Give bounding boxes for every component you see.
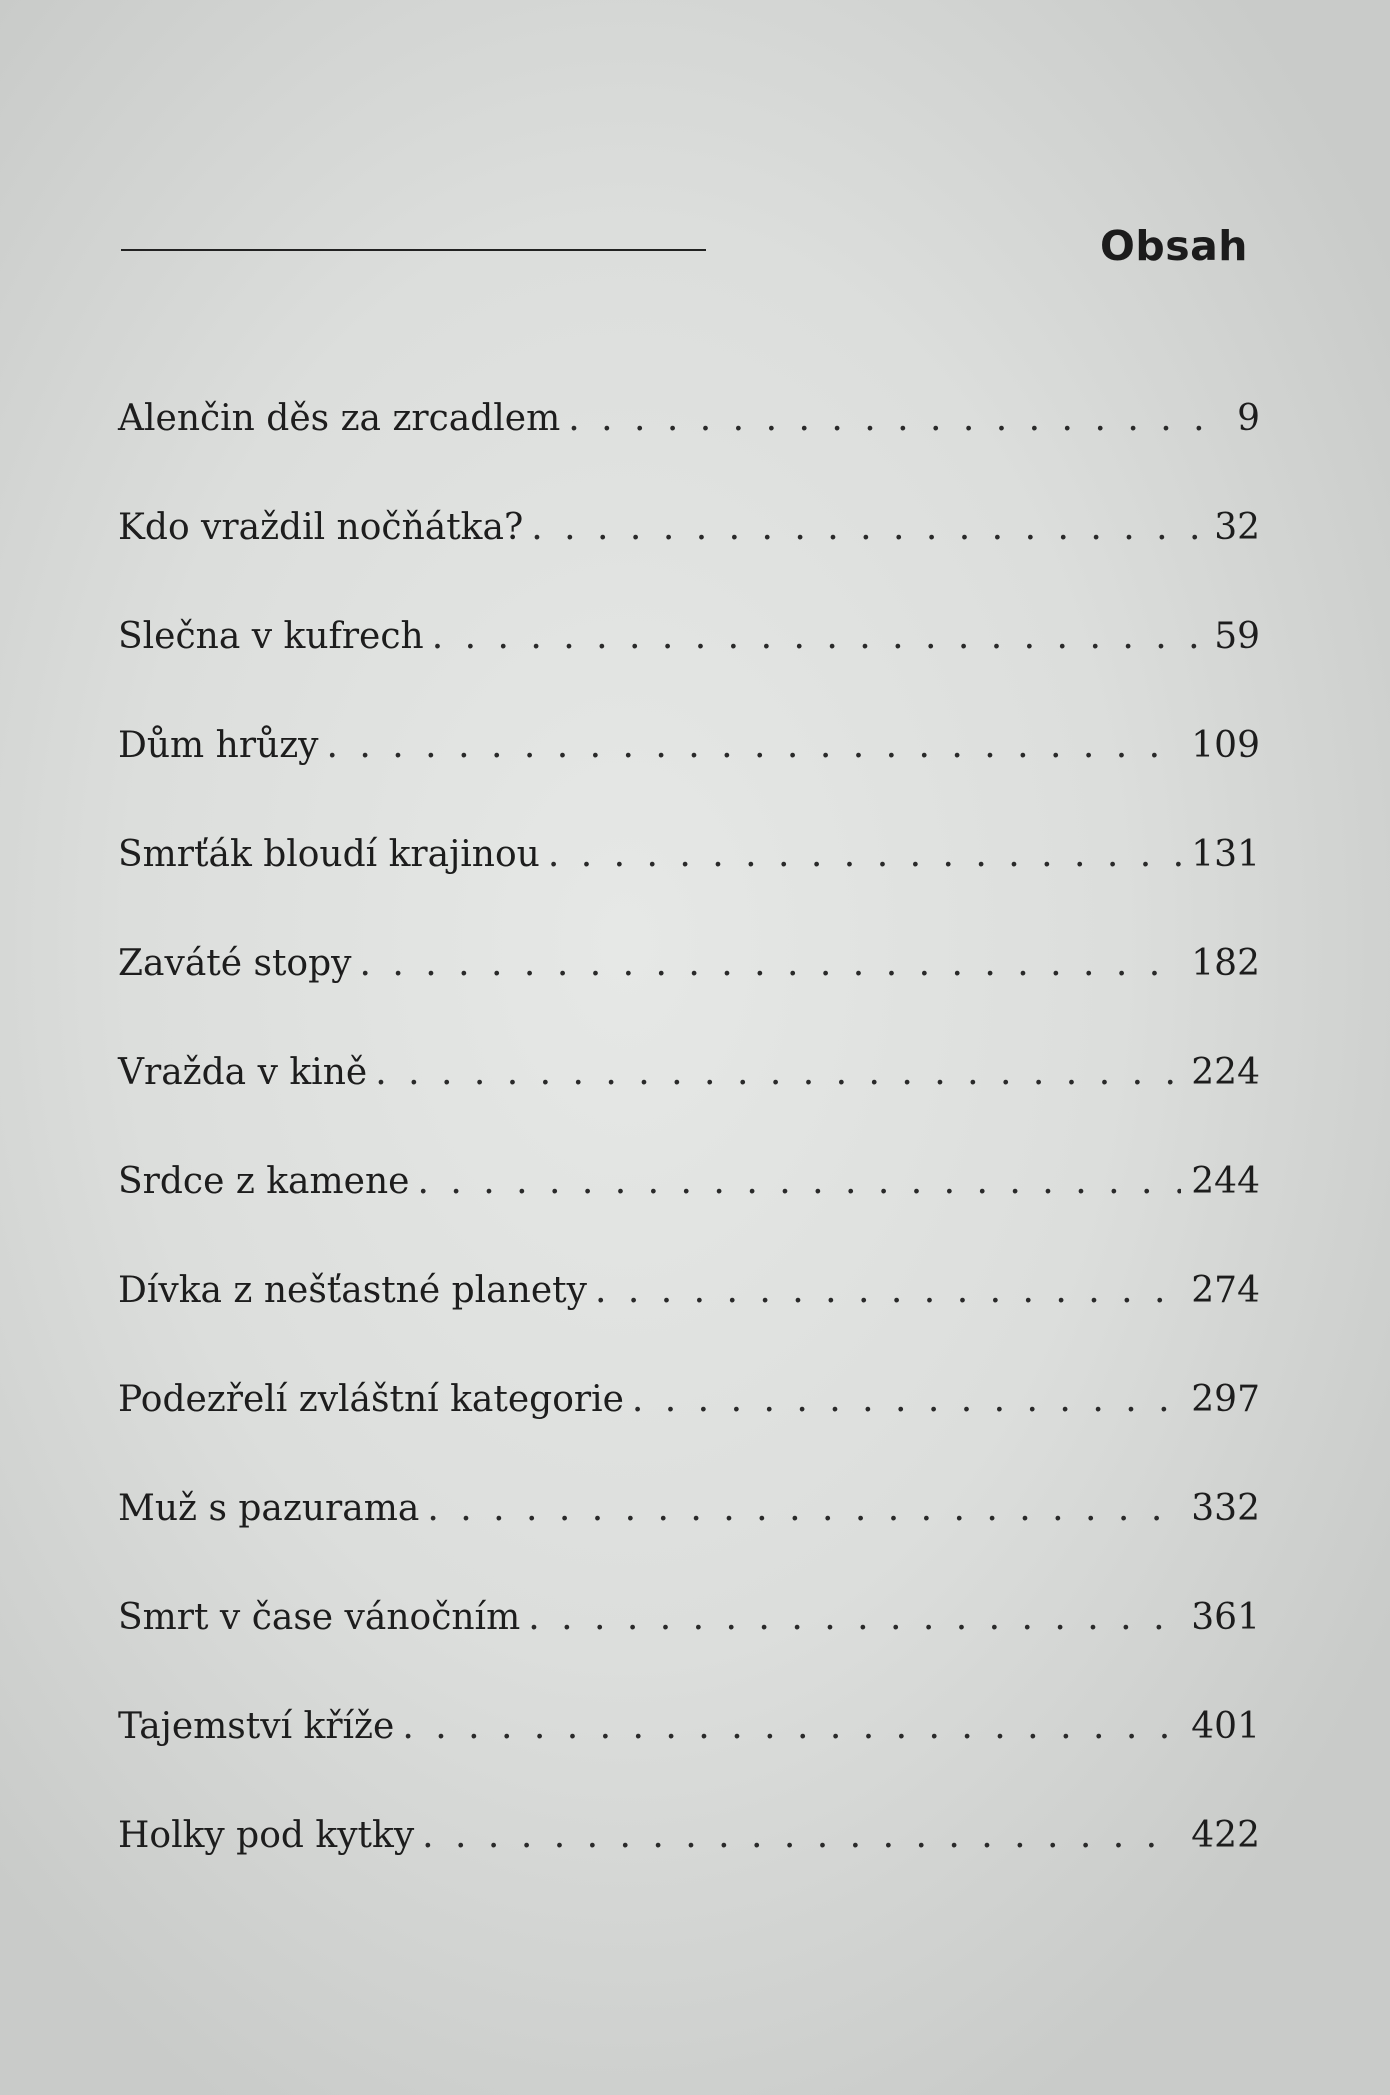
- table-of-contents: [118, 398, 1260, 1924]
- toc-dot-leader: [375, 1052, 1181, 1093]
- toc-entry: [118, 1706, 1260, 1815]
- toc-entry-title: Vražda v kině: [118, 1052, 368, 1093]
- toc-entry: [118, 1815, 1260, 1924]
- toc-entry-title: Holky pod kytky: [118, 1815, 415, 1856]
- toc-dot-leader: [417, 1161, 1181, 1202]
- toc-entry-page: 361: [1191, 1597, 1260, 1638]
- toc-dot-leader: [427, 1488, 1181, 1529]
- toc-entry-title: Slečna v kufrech: [118, 616, 424, 657]
- toc-dot-leader: [327, 725, 1182, 766]
- toc-entry: [118, 1597, 1260, 1706]
- toc-entry: [118, 398, 1260, 507]
- toc-entry: [118, 616, 1260, 725]
- toc-entry-page: 224: [1191, 1052, 1260, 1093]
- toc-dot-leader: [632, 1379, 1181, 1420]
- toc-entry-page: 182: [1191, 943, 1260, 984]
- toc-entry-title: Zaváté stopy: [118, 943, 352, 984]
- toc-dot-leader: [568, 398, 1227, 439]
- toc-entry-page: 59: [1214, 616, 1260, 657]
- toc-entry-page: 274: [1191, 1270, 1260, 1311]
- toc-entry-page: 332: [1191, 1488, 1260, 1529]
- toc-entry-title: Podezřelí zvláštní kategorie: [118, 1379, 624, 1420]
- toc-entry: [118, 1270, 1260, 1379]
- toc-entry-page: 109: [1191, 725, 1260, 766]
- toc-entry-title: Alenčin děs za zrcadlem: [118, 398, 561, 439]
- toc-entry-page: 131: [1191, 834, 1260, 875]
- toc-entry: [118, 725, 1260, 834]
- toc-dot-leader: [422, 1815, 1181, 1856]
- toc-dot-leader: [531, 507, 1204, 548]
- toc-entry-title: Dům hrůzy: [118, 725, 319, 766]
- toc-entry: [118, 1161, 1260, 1270]
- toc-dot-leader: [432, 616, 1204, 657]
- toc-entry: [118, 1379, 1260, 1488]
- toc-dot-leader: [402, 1706, 1181, 1747]
- toc-entry-page: 9: [1237, 398, 1260, 439]
- toc-entry: [118, 943, 1260, 1052]
- toc-entry-page: 32: [1214, 507, 1260, 548]
- toc-entry-page: 401: [1191, 1706, 1260, 1747]
- toc-entry-title: Muž s pazurama: [118, 1488, 420, 1529]
- toc-entry-page: 297: [1191, 1379, 1260, 1420]
- toc-entry-title: Smrt v čase vánočním: [118, 1597, 521, 1638]
- header-rule: [121, 249, 706, 251]
- toc-dot-leader: [548, 834, 1181, 875]
- toc-dot-leader: [528, 1597, 1181, 1638]
- toc-entry: [118, 834, 1260, 943]
- toc-dot-leader: [595, 1270, 1181, 1311]
- toc-entry-title: Dívka z nešťastné planety: [118, 1270, 587, 1311]
- toc-entry-title: Tajemství kříže: [118, 1706, 395, 1747]
- toc-entry-page: 244: [1191, 1161, 1260, 1202]
- toc-dot-leader: [360, 943, 1182, 984]
- page-title: Obsah: [1100, 222, 1248, 270]
- toc-entry-title: Smrťák bloudí krajinou: [118, 834, 540, 875]
- toc-entry: [118, 1052, 1260, 1161]
- toc-entry-page: 422: [1191, 1815, 1260, 1856]
- toc-entry: [118, 507, 1260, 616]
- toc-entry-title: Kdo vraždil nočňátka?: [118, 507, 524, 548]
- toc-entry-title: Srdce z kamene: [118, 1161, 410, 1202]
- toc-entry: [118, 1488, 1260, 1597]
